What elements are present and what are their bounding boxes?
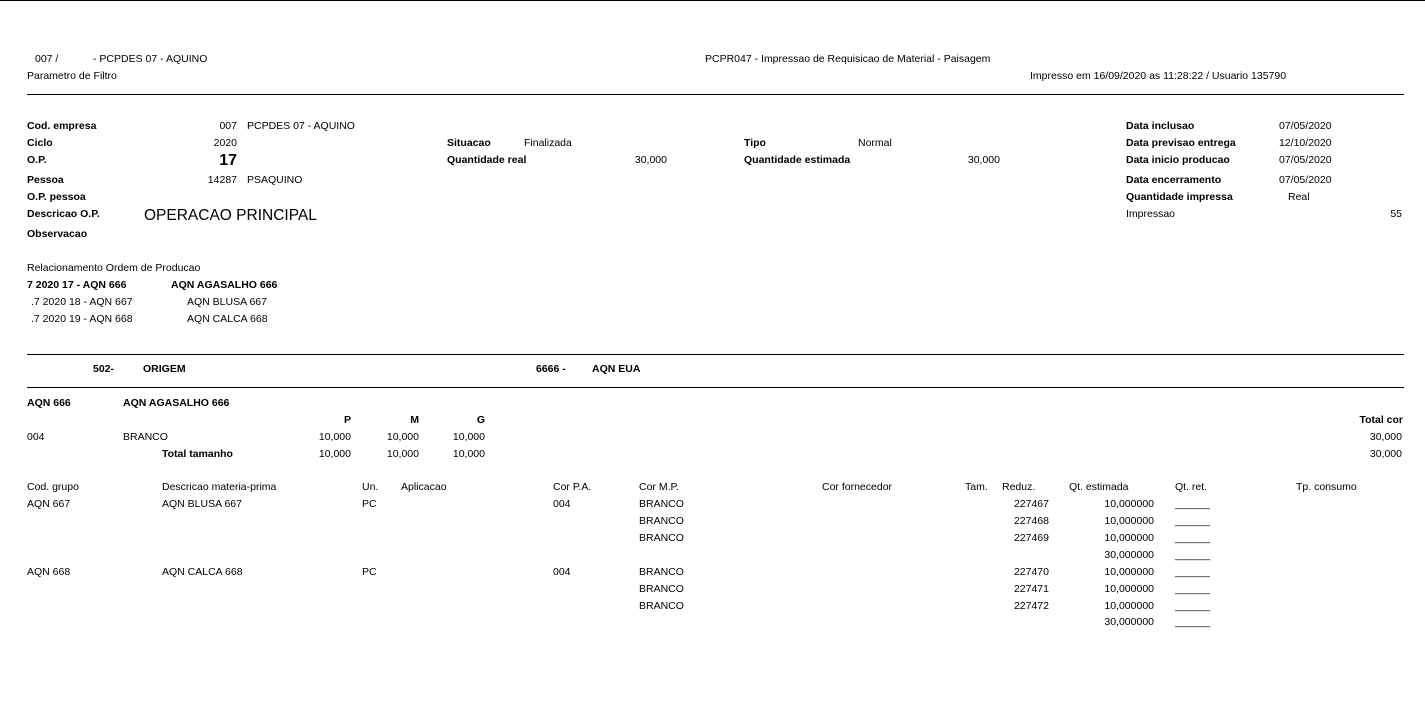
descricao-op-value: OPERACAO PRINCIPAL — [144, 207, 317, 224]
data-previsao-value: 12/10/2020 — [1279, 137, 1332, 149]
impressao-label: Impressao — [1126, 208, 1176, 220]
row-qt-subtotal: 30,000000 — [1104, 616, 1154, 628]
cod-empresa-name: PCPDES 07 - AQUINO — [247, 120, 355, 132]
tipo-value: Normal — [858, 137, 892, 149]
total-tamanho-label: Total tamanho — [162, 448, 233, 460]
situacao-label: Situacao — [447, 137, 491, 149]
top-border — [0, 0, 1425, 1]
printed-info: Impresso em 16/09/2020 as 11:28:22 / Usuario 135790 — [1030, 70, 1287, 82]
row-ret: ______ — [1175, 583, 1211, 595]
row-ret: ______ — [1175, 532, 1211, 544]
col-qt-ret: Qt. ret. — [1175, 481, 1208, 493]
row-reduz: 227468 — [1013, 515, 1049, 527]
col-tp-consumo: Tp. consumo — [1296, 481, 1357, 493]
data-encerramento-label: Data encerramento — [1126, 174, 1222, 186]
pessoa-name: PSAQUINO — [247, 174, 303, 186]
row-qt: 10,000000 — [1104, 566, 1154, 578]
color-total: 30,000 — [1369, 431, 1402, 443]
row-qt-subtotal: 30,000000 — [1104, 549, 1154, 561]
row-qt: 10,000000 — [1104, 600, 1154, 612]
row-reduz: 227472 — [1013, 600, 1049, 612]
col-cor-fornecedor: Cor fornecedor — [822, 481, 893, 493]
relacionamento-row-desc: AQN AGASALHO 666 — [171, 279, 278, 291]
qtd-estimada-label: Quantidade estimada — [744, 154, 851, 166]
ciclo-value: 2020 — [213, 137, 237, 149]
col-aplicacao: Aplicacao — [401, 481, 447, 493]
row-un: PC — [362, 566, 377, 578]
data-inicio-label: Data inicio producao — [1126, 154, 1230, 166]
header-company-code: 007 / — [35, 53, 59, 65]
qtd-estimada-value: 30,000 — [967, 154, 1000, 166]
row-cor-mp: BRANCO — [639, 515, 684, 527]
relacionamento-row-desc: AQN CALCA 668 — [187, 313, 268, 325]
filter-label: Parametro de Filtro — [27, 70, 117, 82]
row-cod: AQN 667 — [27, 498, 71, 510]
row-ret: ______ — [1175, 566, 1211, 578]
pessoa-value: 14287 — [207, 174, 237, 186]
relacionamento-row-code: 7 2020 17 - AQN 666 — [27, 279, 127, 291]
relacionamento-title: Relacionamento Ordem de Producao — [27, 262, 201, 274]
col-descricao: Descricao materia-prima — [162, 481, 277, 493]
col-cor-pa: Cor P.A. — [553, 481, 592, 493]
size-header: M — [410, 414, 419, 426]
row-ret: ______ — [1175, 549, 1211, 561]
row-cor-mp: BRANCO — [639, 498, 684, 510]
total-cor-label: Total cor — [1359, 414, 1403, 426]
color-size-value: 10,000 — [318, 431, 351, 443]
relacionamento-row-code: .7 2020 19 - AQN 668 — [31, 313, 133, 325]
qtd-real-value: 30,000 — [634, 154, 667, 166]
col-cor-mp: Cor M.P. — [639, 481, 680, 493]
ciclo-label: Ciclo — [27, 137, 53, 149]
total-size-value: 10,000 — [452, 448, 485, 460]
col-tam: Tam. — [965, 481, 988, 493]
row-ret: ______ — [1175, 600, 1211, 612]
row-qt: 10,000000 — [1104, 583, 1154, 595]
color-size-value: 10,000 — [386, 431, 419, 443]
color-size-value: 10,000 — [452, 431, 485, 443]
section-code: 502- — [93, 363, 115, 375]
tipo-label: Tipo — [744, 137, 766, 149]
row-reduz: 227471 — [1013, 583, 1049, 595]
row-un: PC — [362, 498, 377, 510]
data-encerramento-value: 07/05/2020 — [1279, 174, 1332, 186]
product-name: AQN AGASALHO 666 — [123, 397, 230, 409]
row-cor-mp: BRANCO — [639, 566, 684, 578]
impressao-value: 55 — [1390, 208, 1402, 220]
relacionamento-row-code: .7 2020 18 - AQN 667 — [31, 296, 133, 308]
header-company-name: - PCPDES 07 - AQUINO — [93, 53, 208, 65]
observacao-label: Observacao — [27, 228, 88, 240]
color-code: 004 — [27, 431, 45, 443]
col-un: Un. — [362, 481, 379, 493]
row-qt: 10,000000 — [1104, 498, 1154, 510]
row-desc: AQN BLUSA 667 — [162, 498, 242, 510]
cod-empresa-value: 007 — [219, 120, 237, 132]
row-cor-pa: 004 — [553, 566, 571, 578]
row-cor-mp: BRANCO — [639, 600, 684, 612]
product-code: AQN 666 — [27, 397, 71, 409]
col-qt-estimada: Qt. estimada — [1069, 481, 1129, 493]
row-cor-pa: 004 — [553, 498, 571, 510]
row-cor-mp: BRANCO — [639, 532, 684, 544]
col-reduz: Reduz. — [1002, 481, 1036, 493]
section-dest-name: AQN EUA — [592, 363, 641, 375]
descricao-op-label: Descricao O.P. — [27, 208, 100, 220]
section-divider-top — [27, 354, 1404, 355]
row-cod: AQN 668 — [27, 566, 71, 578]
data-inclusao-label: Data inclusao — [1126, 120, 1195, 132]
row-ret: ______ — [1175, 616, 1211, 628]
op-label: O.P. — [27, 154, 47, 166]
row-qt: 10,000000 — [1104, 532, 1154, 544]
section-divider-bottom — [27, 387, 1404, 388]
relacionamento-row-desc: AQN BLUSA 667 — [187, 296, 267, 308]
qtd-real-label: Quantidade real — [447, 154, 527, 166]
total-size-value: 10,000 — [386, 448, 419, 460]
header-divider — [27, 94, 1404, 95]
row-reduz: 227467 — [1013, 498, 1049, 510]
section-dest-code: 6666 - — [536, 363, 566, 375]
col-cod-grupo: Cod. grupo — [27, 481, 79, 493]
row-qt: 10,000000 — [1104, 515, 1154, 527]
cod-empresa-label: Cod. empresa — [27, 120, 97, 132]
data-inicio-value: 07/05/2020 — [1279, 154, 1332, 166]
size-header: G — [476, 414, 485, 426]
row-ret: ______ — [1175, 498, 1211, 510]
row-cor-mp: BRANCO — [639, 583, 684, 595]
qtd-impressa-label: Quantidade impressa — [1126, 191, 1233, 203]
section-origem: ORIGEM — [143, 363, 186, 375]
pessoa-label: Pessoa — [27, 174, 64, 186]
color-name: BRANCO — [123, 431, 168, 443]
row-desc: AQN CALCA 668 — [162, 566, 243, 578]
size-header: P — [343, 414, 351, 426]
row-ret: ______ — [1175, 515, 1211, 527]
op-pessoa-label: O.P. pessoa — [27, 191, 86, 203]
total-size-value: 10,000 — [318, 448, 351, 460]
row-reduz: 227470 — [1013, 566, 1049, 578]
data-inclusao-value: 07/05/2020 — [1279, 120, 1332, 132]
report-title: PCPR047 - Impressao de Requisicao de Material - Paisagem — [705, 53, 991, 65]
op-value: 17 — [219, 152, 237, 169]
qtd-impressa-value: Real — [1288, 191, 1310, 203]
row-reduz: 227469 — [1013, 532, 1049, 544]
grand-total: 30,000 — [1369, 448, 1402, 460]
situacao-value: Finalizada — [524, 137, 572, 149]
data-previsao-label: Data previsao entrega — [1126, 137, 1236, 149]
